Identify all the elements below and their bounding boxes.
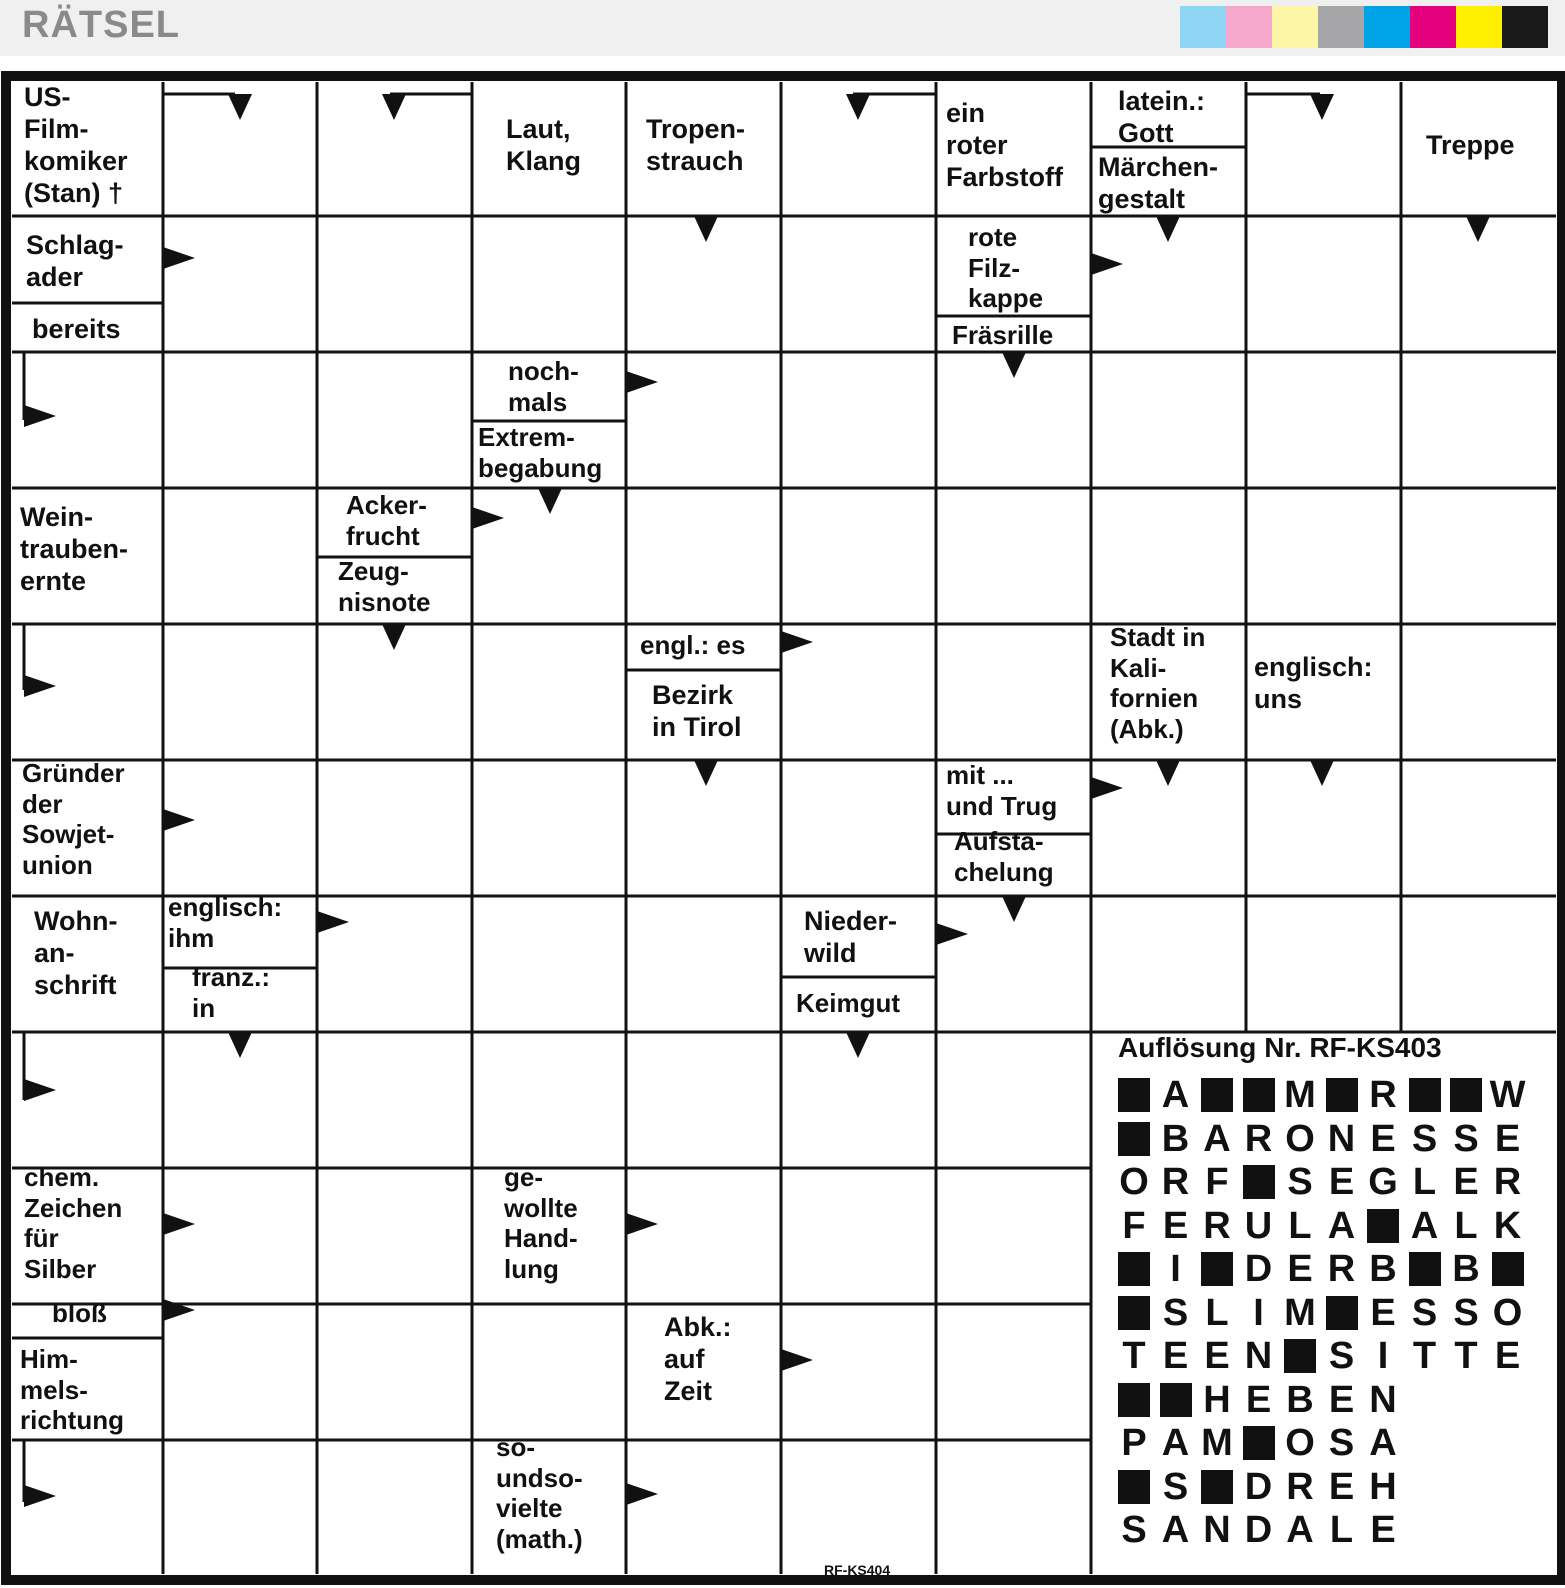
solution-black-square: [1326, 1078, 1358, 1112]
solution-black-square: [1492, 1252, 1524, 1286]
solution-black-square: [1201, 1078, 1233, 1112]
solution-letter: S: [1162, 1291, 1189, 1334]
arrow-right-icon: [626, 1483, 658, 1505]
clue-nochmals: noch- mals: [508, 356, 579, 417]
solution-letter: T: [1454, 1335, 1478, 1377]
arrow-down-icon: [1156, 216, 1180, 242]
arrow-right-icon: [936, 923, 968, 945]
color-swatch: [1410, 6, 1456, 48]
solution-letter: F: [1205, 1161, 1229, 1203]
arrow-down-icon: [228, 94, 252, 120]
solution-letter: S: [1162, 1465, 1189, 1508]
clue-ackerfrucht: Acker- frucht: [346, 490, 427, 551]
solution-black-square: [1201, 1252, 1233, 1286]
solution-letter: O: [1492, 1291, 1523, 1334]
clue-sounsovielte: so- undso- vielte (math.): [496, 1432, 583, 1555]
solution-letter: R: [1493, 1161, 1522, 1203]
arrow-down-icon: [228, 1032, 252, 1058]
arrow-down-icon: [382, 94, 406, 120]
solution-letter: A: [1161, 1422, 1190, 1464]
solution-black-square: [1243, 1078, 1275, 1112]
solution-letter: B: [1286, 1378, 1314, 1421]
solution-letter: E: [1370, 1509, 1396, 1551]
header-bar: [0, 0, 1565, 56]
solution-letter: O: [1285, 1117, 1315, 1160]
solution-letter: B: [1452, 1248, 1480, 1290]
solution-letter: S: [1287, 1161, 1313, 1203]
clue-englisch-uns: englisch: uns: [1254, 652, 1373, 714]
solution-letter: I: [1253, 1291, 1264, 1334]
solution-letter: E: [1287, 1248, 1313, 1290]
clue-bezirk-in-tirol: Bezirk in Tirol: [652, 680, 742, 742]
arrow-down-icon: [1310, 94, 1334, 120]
arrow-down-icon: [694, 760, 718, 786]
solution-letter: E: [1494, 1117, 1521, 1160]
color-swatch: [1272, 6, 1318, 48]
solution-black-square: [1409, 1252, 1441, 1286]
solution-letter: K: [1493, 1204, 1522, 1247]
arrow-right-icon: [24, 1485, 56, 1507]
solution-letter: M: [1201, 1422, 1233, 1464]
solution-black-square: [1201, 1470, 1233, 1504]
color-swatch: [1180, 6, 1226, 48]
arrow-right-icon: [163, 1213, 195, 1235]
clue-treppe: Treppe: [1426, 130, 1515, 160]
solution-letter: F: [1122, 1204, 1146, 1247]
arrow-right-icon: [24, 675, 56, 697]
solution-black-square: [1118, 1122, 1150, 1156]
color-swatch: [1456, 6, 1502, 48]
solution-letter: R: [1286, 1465, 1314, 1508]
arrow-right-icon: [1091, 777, 1123, 799]
arrow-right-icon: [472, 507, 504, 529]
solution-letter: U: [1244, 1204, 1273, 1247]
color-swatch-bar: [1180, 6, 1548, 48]
arrow-right-icon: [781, 631, 813, 653]
solution-letter: T: [1122, 1335, 1146, 1377]
solution-letter: E: [1328, 1465, 1355, 1508]
solution-letter: L: [1329, 1509, 1354, 1551]
clue-fraesrille: Fräsrille: [952, 320, 1054, 350]
solution-black-square: [1243, 1426, 1275, 1460]
arrow-down-icon: [1310, 760, 1334, 786]
arrow-down-icon: [846, 1032, 870, 1058]
solution-letter: B: [1161, 1117, 1190, 1160]
solution-letter: M: [1284, 1074, 1316, 1116]
clue-bereits: bereits: [32, 314, 121, 344]
solution-black-square: [1118, 1296, 1150, 1330]
clue-aufstachelung: Aufsta- chelung: [954, 826, 1054, 887]
page-title: RÄTSEL: [22, 4, 180, 46]
solution-black-square: [1367, 1209, 1399, 1243]
color-swatch: [1318, 6, 1364, 48]
solution-letter: L: [1205, 1291, 1229, 1334]
clue-laut-klang: Laut, Klang: [506, 114, 582, 176]
solution-letter: A: [1286, 1509, 1314, 1551]
clue-mit-und-trug: mit ... und Trug: [946, 760, 1058, 821]
solution-black-square: [1118, 1383, 1150, 1417]
solution-letter: S: [1328, 1335, 1355, 1377]
clue-himmelsrichtung: Him- mels- richtung: [20, 1344, 124, 1436]
solution-letter: E: [1370, 1117, 1396, 1160]
arrow-down-icon: [1466, 216, 1490, 242]
solution-letter: E: [1453, 1161, 1479, 1203]
arrow-down-icon: [1156, 760, 1180, 786]
color-swatch: [1364, 6, 1410, 48]
solution-letter: D: [1244, 1465, 1273, 1508]
arrow-right-icon: [24, 405, 56, 427]
solution-black-square: [1284, 1339, 1316, 1373]
solution-letter: R: [1369, 1074, 1397, 1116]
solution-letter: E: [1245, 1378, 1272, 1421]
solution-letter: P: [1121, 1422, 1147, 1464]
clue-us-filmkomiker: US- Film- komiker (Stan) †: [24, 82, 128, 208]
solution-letter: H: [1203, 1378, 1231, 1421]
solution-letter: R: [1161, 1161, 1190, 1203]
solution-letter: N: [1203, 1509, 1231, 1551]
clue-ein-roter-farbstoff: ein roter Farbstoff: [946, 98, 1063, 192]
solution-letter: E: [1162, 1335, 1189, 1377]
solution-letter: S: [1453, 1117, 1479, 1160]
clue-wohnanschrift: Wohn- an- schrift: [34, 906, 118, 1000]
arrow-right-icon: [1091, 253, 1123, 275]
clue-niederwild: Nieder- wild: [804, 906, 898, 968]
color-swatch: [1502, 6, 1548, 48]
solution-letter: N: [1244, 1335, 1273, 1377]
arrow-right-icon: [163, 247, 195, 269]
clue-tropenstrauch: Tropen- strauch: [646, 114, 745, 176]
arrow-right-icon: [626, 1213, 658, 1235]
arrow-down-icon: [694, 216, 718, 242]
arrow-right-icon: [163, 1299, 195, 1321]
clue-latein-gott: latein.: Gott: [1118, 86, 1206, 148]
arrow-down-icon: [538, 488, 562, 514]
arrow-right-icon: [317, 911, 349, 933]
clue-schlagader: Schlag- ader: [26, 230, 124, 292]
solution-black-square: [1326, 1296, 1358, 1330]
solution-black-square: [1450, 1078, 1482, 1112]
clue-keimgut: Keimgut: [796, 988, 900, 1018]
solution-letter: I: [1170, 1248, 1181, 1290]
clue-franz-in: franz.: in: [192, 962, 270, 1023]
solution-letter: G: [1368, 1161, 1398, 1203]
arrow-down-icon: [1002, 896, 1026, 922]
solution-letter: N: [1327, 1117, 1356, 1160]
color-swatch: [1226, 6, 1272, 48]
solution-letter: A: [1203, 1117, 1231, 1160]
arrow-right-icon: [626, 371, 658, 393]
solution-letter: B: [1369, 1248, 1397, 1290]
solution-letter: S: [1453, 1291, 1479, 1334]
clue-rote-filzkappe: rote Filz- kappe: [968, 222, 1044, 314]
arrow-down-icon: [382, 624, 406, 650]
solution-letter: L: [1288, 1204, 1312, 1247]
solution-black-square: [1118, 1078, 1150, 1112]
clue-gewollte-handlung: ge- wollte Hand- lung: [504, 1162, 578, 1285]
solution-letter: N: [1369, 1378, 1397, 1421]
solution-letter: R: [1203, 1204, 1231, 1247]
solution-black-square: [1409, 1078, 1441, 1112]
solution-title: Auflösung Nr. RF-KS403: [1118, 1032, 1442, 1063]
clue-abk-auf-zeit: Abk.: auf Zeit: [664, 1312, 732, 1406]
solution-letter: E: [1494, 1335, 1521, 1377]
arrow-down-icon: [1002, 352, 1026, 378]
solution-letter: S: [1411, 1117, 1438, 1160]
solution-letter: R: [1244, 1117, 1273, 1160]
solution-letter: E: [1370, 1291, 1396, 1334]
solution-letter: S: [1328, 1422, 1355, 1464]
solution-black-square: [1118, 1252, 1150, 1286]
solution-letter: E: [1328, 1161, 1355, 1203]
solution-letter: T: [1412, 1335, 1437, 1377]
solution-black-square: [1160, 1383, 1192, 1417]
crossword-grid: [0, 70, 1565, 1588]
solution-letter: M: [1284, 1291, 1316, 1334]
clue-maerchengestalt: Märchen- gestalt: [1098, 152, 1219, 214]
arrow-right-icon: [163, 809, 195, 831]
solution-letter: S: [1121, 1509, 1147, 1551]
solution-letter: E: [1204, 1335, 1230, 1377]
clue-gruender-sowjetunion: Gründer der Sowjet- union: [22, 758, 125, 881]
solution-letter: E: [1162, 1204, 1189, 1247]
solution-letter: A: [1161, 1509, 1190, 1551]
clue-code: RF-KS404: [824, 1562, 891, 1578]
solution-letter: L: [1454, 1204, 1478, 1247]
solution-letter: D: [1244, 1509, 1273, 1551]
solution-black-square: [1243, 1165, 1275, 1199]
solution-letter: E: [1328, 1378, 1355, 1421]
solution-letter: A: [1410, 1204, 1439, 1247]
solution-letter: I: [1377, 1335, 1389, 1377]
clue-stadt-in-kalifornien: Stadt in Kali- fornien (Abk.): [1110, 622, 1206, 745]
solution-letter: R: [1327, 1248, 1356, 1290]
solution-black-square: [1118, 1470, 1150, 1504]
solution-letter: L: [1412, 1161, 1437, 1203]
arrow-down-icon: [846, 94, 870, 120]
solution-letter: A: [1369, 1422, 1397, 1464]
clue-extrembegabung: Extrem- begabung: [478, 422, 603, 483]
clue-englisch-ihm: englisch: ihm: [168, 892, 283, 953]
solution-letter: D: [1244, 1248, 1273, 1290]
solution-letter: A: [1327, 1204, 1356, 1247]
arrow-right-icon: [781, 1349, 813, 1371]
arrow-right-icon: [24, 1079, 56, 1101]
solution-letter: S: [1411, 1291, 1438, 1334]
solution-letter: O: [1285, 1422, 1315, 1464]
solution-letter: H: [1369, 1465, 1397, 1508]
clue-chem-zeichen-silber: chem. Zeichen für Silber: [24, 1162, 123, 1285]
solution-letter: A: [1161, 1074, 1190, 1116]
solution-letter: O: [1119, 1161, 1149, 1203]
clue-bloss: bloß: [52, 1298, 107, 1328]
clue-zeugnisnote: Zeug- nisnote: [338, 556, 431, 617]
solution-letter: W: [1489, 1074, 1526, 1116]
clue-weintraubenernte: Wein- trauben- ernte: [20, 502, 128, 596]
clue-engl-es: engl.: es: [640, 630, 746, 660]
